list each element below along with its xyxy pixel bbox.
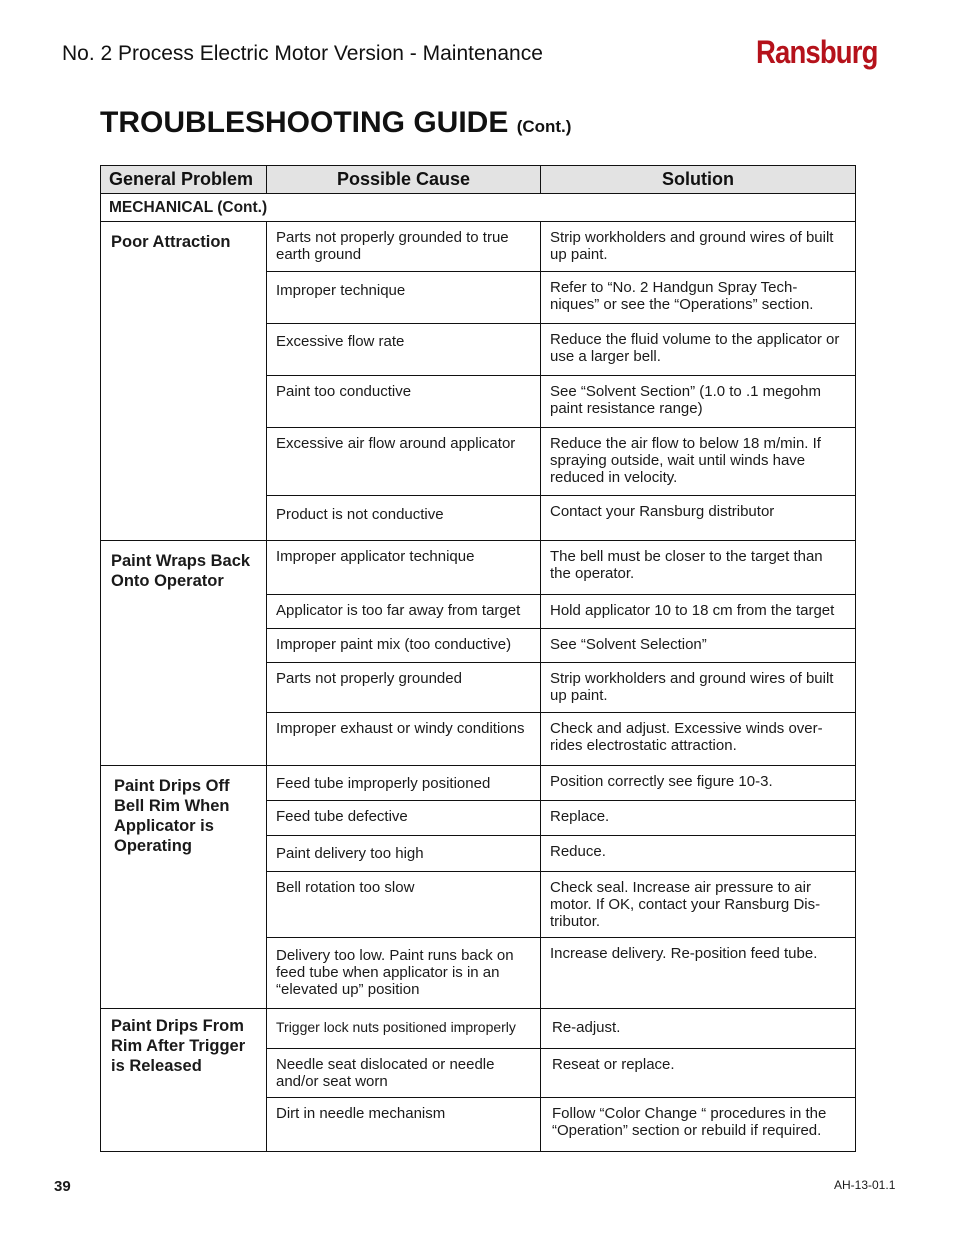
cause-cell: Paint too conductive bbox=[267, 376, 541, 428]
solution-cell: Check seal. Increase air pressure to air motor. If OK, contact your Ransburg Dis-tributor. bbox=[541, 872, 856, 938]
cause-cell: Feed tube defective bbox=[267, 801, 541, 836]
document-code: AH-13-01.1 bbox=[834, 1178, 896, 1192]
solution-cell: The bell must be closer to the target than the operator. bbox=[541, 541, 856, 595]
solution-cell: See “Solvent Section” (1.0 to .1 megohm paint resistance range) bbox=[541, 376, 856, 428]
column-header-general-problem: General Problem bbox=[101, 166, 267, 194]
table-row bbox=[101, 222, 856, 272]
solution-cell: Reduce the fluid volume to the applicator or use a larger bell. bbox=[541, 324, 856, 376]
solution-cell: Refer to “No. 2 Handgun Spray Tech-niques” or see the “Operations” section. bbox=[541, 272, 856, 324]
cause-cell: Improper paint mix (too conductive) bbox=[267, 629, 541, 663]
cause-cell: Paint delivery too high bbox=[267, 836, 541, 872]
cause-cell: Improper technique bbox=[267, 272, 541, 324]
problem-poor-attraction: Poor Attraction bbox=[101, 222, 267, 541]
cause-cell: Excessive air flow around applicator bbox=[267, 428, 541, 496]
solution-cell: Increase delivery. Re-position feed tube. bbox=[541, 938, 856, 1009]
solution-cell: Strip workholders and ground wires of built up paint. bbox=[541, 222, 856, 272]
ransburg-logo: Ransburg bbox=[756, 34, 878, 70]
page-number: 39 bbox=[54, 1178, 71, 1195]
cause-cell: Improper exhaust or windy conditions bbox=[267, 713, 541, 766]
solution-cell: Follow “Color Change “ procedures in the “Operation” section or rebuild if required. bbox=[541, 1098, 856, 1152]
cause-cell: Parts not properly grounded to true earth ground bbox=[267, 222, 541, 272]
solution-cell: Position correctly see figure 10-3. bbox=[541, 766, 856, 801]
header-title: No. 2 Process Electric Motor Version - Maintenance bbox=[62, 42, 543, 65]
cause-cell: Applicator is too far away from target bbox=[267, 595, 541, 629]
solution-cell: Check and adjust. Excessive winds over-rides electrostatic attraction. bbox=[541, 713, 856, 766]
solution-cell: Hold applicator 10 to 18 cm from the target bbox=[541, 595, 856, 629]
solution-cell: See “Solvent Selection” bbox=[541, 629, 856, 663]
column-header-possible-cause: Possible Cause bbox=[267, 166, 541, 194]
page-title bbox=[100, 106, 571, 140]
cause-cell: Improper applicator technique bbox=[267, 541, 541, 595]
solution-cell: Re-adjust. bbox=[541, 1009, 856, 1049]
section-row bbox=[101, 194, 856, 222]
column-header-solution: Solution bbox=[541, 166, 856, 194]
section-label: MECHANICAL (Cont.) bbox=[101, 194, 856, 222]
problem-paint-drips-off-bell-rim: Paint Drips Off Bell Rim When Applicator is Operating bbox=[101, 766, 267, 1009]
solution-cell: Reduce. bbox=[541, 836, 856, 872]
cause-cell: Parts not properly grounded bbox=[267, 663, 541, 713]
solution-cell: Reduce the air flow to below 18 m/min. If spraying outside, wait until winds have reduced in velocity. bbox=[541, 428, 856, 496]
troubleshooting-table bbox=[100, 165, 856, 1152]
cause-cell: Bell rotation too slow bbox=[267, 872, 541, 938]
cause-cell: Excessive flow rate bbox=[267, 324, 541, 376]
page-title-main: TROUBLESHOOTING GUIDE bbox=[100, 106, 509, 139]
problem-paint-wraps-back: Paint Wraps Back Onto Operator bbox=[101, 541, 267, 766]
cause-cell: Delivery too low. Paint runs back on feed tube when applicator is in an “elevated up” position bbox=[267, 938, 541, 1009]
solution-cell: Contact your Ransburg distributor bbox=[541, 496, 856, 541]
solution-cell: Replace. bbox=[541, 801, 856, 836]
cause-cell: Needle seat dislocated or needle and/or seat worn bbox=[267, 1049, 541, 1098]
cause-cell: Trigger lock nuts positioned improperly bbox=[267, 1009, 541, 1049]
cause-cell: Product is not conductive bbox=[267, 496, 541, 541]
table-row bbox=[101, 541, 856, 595]
solution-cell: Reseat or replace. bbox=[541, 1049, 856, 1098]
cause-cell: Feed tube improperly positioned bbox=[267, 766, 541, 801]
table-header-row bbox=[101, 166, 856, 194]
table-row bbox=[101, 766, 856, 801]
cause-cell: Dirt in needle mechanism bbox=[267, 1098, 541, 1152]
solution-cell: Strip workholders and ground wires of built up paint. bbox=[541, 663, 856, 713]
table-row bbox=[101, 1009, 856, 1049]
page-title-suffix: (Cont.) bbox=[516, 117, 572, 136]
problem-paint-drips-from-rim: Paint Drips From Rim After Trigger is Released bbox=[101, 1009, 267, 1152]
